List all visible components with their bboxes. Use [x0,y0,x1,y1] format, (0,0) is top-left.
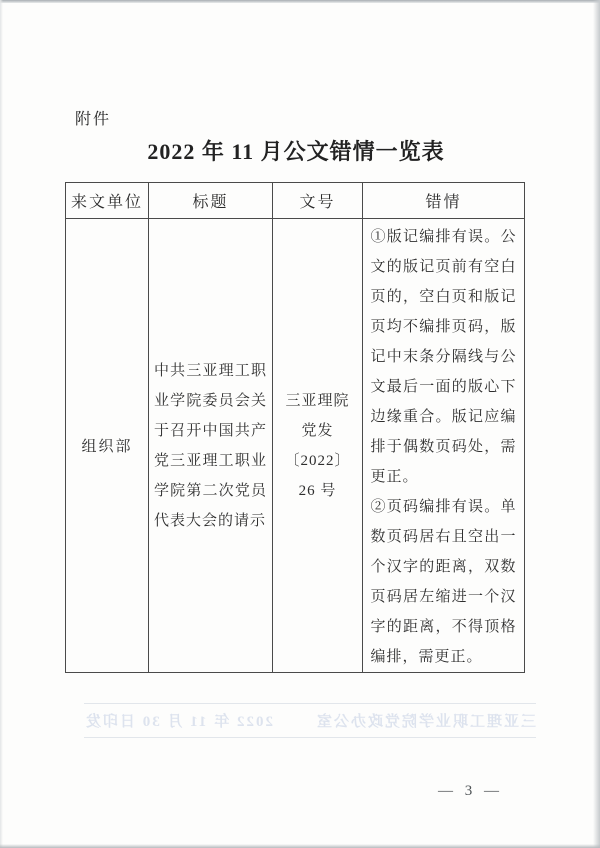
cell-doc-number [273,219,363,673]
doc-number-line: 26 号 [298,482,337,499]
error-list-table [65,182,525,673]
cell-errors [363,219,525,673]
column-header-title: 标题 [149,183,273,219]
error-text-block [371,222,517,672]
bleedthrough-rule-top [84,703,536,704]
column-header-source-unit: 来文单位 [66,183,149,219]
bleedthrough-office-text: 三亚理工职业学院党政办公室 [314,714,536,730]
scan-edge-right [593,0,600,848]
page-number: — 3 — [438,783,503,799]
column-header-error: 错情 [363,183,525,219]
scan-edge-top [0,0,600,3]
column-header-doc-number: 文号 [273,183,363,219]
doc-title-text: 中共三亚理工职业学院委员会关于召开中国共产党三亚理工职业学院第二次党员代表大会的请示 [154,362,267,529]
document-title: 2022 年 11 月公文错情一览表 [147,139,445,164]
table-header-row [66,183,525,219]
doc-number-line: 〔2022〕 [284,452,351,469]
cell-doc-title [149,219,273,673]
cell-source-unit: 组织部 [66,219,149,673]
bleedthrough-colophon [84,710,536,731]
scan-edge-left [0,0,3,848]
bleedthrough-rule-bottom [84,737,536,738]
scan-edge-bottom [0,844,600,848]
attachment-label: 附件 [75,111,112,128]
bleedthrough-date-text: 2022 年 11 月 30 日印发 [84,714,273,730]
error-item-2: ②页码编排有误。单数页码居右且空出一个汉字的距离，双数页码居左缩进一个汉字的距离，不得顶格编排，需更正。 [370,499,517,665]
table-row [66,219,525,673]
error-item-1: ①版记编排有误。公文的版记页前有空白页的，空白页和版记页均不编排页码，版记中末条分隔线与公文最后一面的版心下边缘重合。版记应编排于偶数页码处，需更正。 [370,229,517,485]
doc-number-line: 三亚理院 [285,392,350,409]
doc-number-line: 党发 [301,422,334,439]
